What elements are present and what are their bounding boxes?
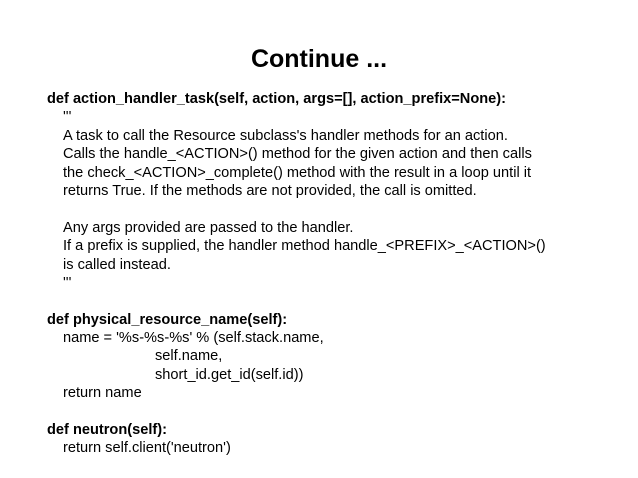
- docstring-line: Any args provided are passed to the handler.: [63, 219, 354, 236]
- docstring-line: If a prefix is supplied, the handler method handle_<PREFIX>_<ACTION>(): [63, 238, 546, 255]
- docstring-close: ''': [63, 274, 72, 291]
- docstring-line: is called instead.: [63, 256, 171, 273]
- code-line: return self.client('neutron'): [63, 440, 231, 457]
- blank-line: [47, 403, 627, 421]
- docstring-line: Calls the handle_<ACTION>() method for the given action and then calls: [63, 146, 532, 163]
- code-line: short_id.get_id(self.id)): [155, 366, 304, 383]
- docstring-line: returns True. If the methods are not provided, the call is omitted.: [63, 182, 477, 199]
- docstring-line: the check_<ACTION>_complete() method with the result in a loop until it: [63, 164, 532, 181]
- def-physical-resource-name: def physical_resource_name(self):: [47, 311, 288, 328]
- def-neutron: def neutron(self):: [47, 422, 167, 439]
- code-line: self.name,: [155, 348, 223, 365]
- blank-line: [47, 292, 627, 310]
- docstring-line: A task to call the Resource subclass's handler methods for an action.: [63, 127, 508, 144]
- slide-title: Continue ...: [250, 45, 388, 73]
- blank-line: [47, 200, 627, 218]
- code-block: [47, 90, 627, 458]
- code-line: name = '%s-%s-%s' % (self.stack.name,: [63, 330, 324, 347]
- code-line: return name: [63, 385, 142, 402]
- docstring-open: ''': [63, 109, 72, 126]
- def-action-handler-task: def action_handler_task(self, action, args=[], action_prefix=None):: [47, 91, 507, 107]
